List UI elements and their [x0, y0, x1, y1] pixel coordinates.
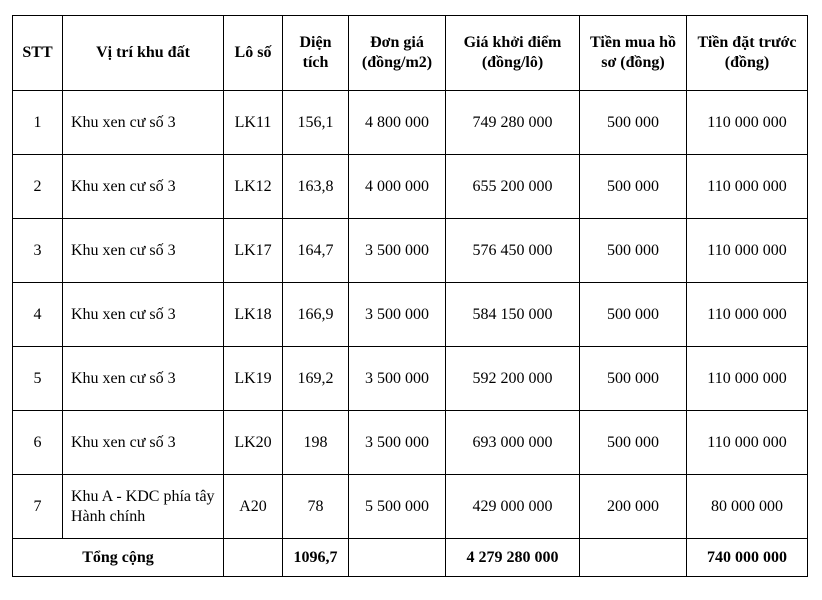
cell-dossier-fee: 500 000 [580, 347, 687, 411]
header-location: Vị trí khu đất [63, 16, 224, 91]
cell-location: Khu xen cư số 3 [63, 219, 224, 283]
land-auction-table [12, 15, 808, 577]
total-row [13, 539, 808, 577]
cell-stt: 1 [13, 91, 63, 155]
cell-lot: LK19 [224, 347, 283, 411]
cell-starting-price: 584 150 000 [446, 283, 580, 347]
header-dossier-fee: Tiền mua hồ sơ (đồng) [580, 16, 687, 91]
cell-stt: 6 [13, 411, 63, 475]
header-unit-price: Đơn giá (đồng/m2) [349, 16, 446, 91]
cell-dossier-fee: 500 000 [580, 155, 687, 219]
cell-starting-price: 592 200 000 [446, 347, 580, 411]
cell-deposit: 80 000 000 [687, 475, 808, 539]
header-row [13, 16, 808, 91]
table-row [13, 475, 808, 539]
cell-starting-price: 576 450 000 [446, 219, 580, 283]
cell-area: 163,8 [283, 155, 349, 219]
total-unit-price-empty [349, 539, 446, 577]
header-starting-price: Giá khởi điểm (đồng/lô) [446, 16, 580, 91]
table-row [13, 91, 808, 155]
cell-lot: LK12 [224, 155, 283, 219]
cell-deposit: 110 000 000 [687, 347, 808, 411]
cell-dossier-fee: 500 000 [580, 219, 687, 283]
cell-area: 78 [283, 475, 349, 539]
cell-deposit: 110 000 000 [687, 155, 808, 219]
cell-starting-price: 429 000 000 [446, 475, 580, 539]
cell-area: 198 [283, 411, 349, 475]
cell-dossier-fee: 500 000 [580, 91, 687, 155]
cell-starting-price: 749 280 000 [446, 91, 580, 155]
total-starting-price: 4 279 280 000 [446, 539, 580, 577]
table-row [13, 155, 808, 219]
cell-deposit: 110 000 000 [687, 219, 808, 283]
cell-unit-price: 3 500 000 [349, 347, 446, 411]
cell-area: 166,9 [283, 283, 349, 347]
cell-dossier-fee: 500 000 [580, 411, 687, 475]
cell-deposit: 110 000 000 [687, 283, 808, 347]
table-row [13, 283, 808, 347]
total-area: 1096,7 [283, 539, 349, 577]
cell-unit-price: 3 500 000 [349, 411, 446, 475]
table-row [13, 219, 808, 283]
cell-unit-price: 3 500 000 [349, 283, 446, 347]
cell-deposit: 110 000 000 [687, 91, 808, 155]
cell-unit-price: 5 500 000 [349, 475, 446, 539]
cell-location: Khu A - KDC phía tây Hành chính [63, 475, 224, 539]
cell-starting-price: 655 200 000 [446, 155, 580, 219]
table-row [13, 411, 808, 475]
cell-area: 169,2 [283, 347, 349, 411]
cell-lot: LK18 [224, 283, 283, 347]
total-lot-empty [224, 539, 283, 577]
cell-area: 156,1 [283, 91, 349, 155]
cell-lot: LK20 [224, 411, 283, 475]
cell-unit-price: 4 000 000 [349, 155, 446, 219]
header-deposit: Tiền đặt trước (đồng) [687, 16, 808, 91]
cell-location: Khu xen cư số 3 [63, 347, 224, 411]
cell-location: Khu xen cư số 3 [63, 91, 224, 155]
header-stt: STT [13, 16, 63, 91]
land-auction-table-container [12, 15, 808, 577]
cell-lot: LK17 [224, 219, 283, 283]
cell-lot: A20 [224, 475, 283, 539]
cell-deposit: 110 000 000 [687, 411, 808, 475]
cell-stt: 7 [13, 475, 63, 539]
cell-dossier-fee: 500 000 [580, 283, 687, 347]
cell-stt: 5 [13, 347, 63, 411]
header-lot: Lô số [224, 16, 283, 91]
cell-dossier-fee: 200 000 [580, 475, 687, 539]
cell-stt: 2 [13, 155, 63, 219]
cell-unit-price: 3 500 000 [349, 219, 446, 283]
cell-location: Khu xen cư số 3 [63, 283, 224, 347]
cell-area: 164,7 [283, 219, 349, 283]
total-label: Tổng cộng [13, 539, 224, 577]
header-area: Diện tích [283, 16, 349, 91]
cell-starting-price: 693 000 000 [446, 411, 580, 475]
cell-unit-price: 4 800 000 [349, 91, 446, 155]
cell-stt: 4 [13, 283, 63, 347]
cell-location: Khu xen cư số 3 [63, 155, 224, 219]
cell-lot: LK11 [224, 91, 283, 155]
total-deposit: 740 000 000 [687, 539, 808, 577]
cell-stt: 3 [13, 219, 63, 283]
table-row [13, 347, 808, 411]
cell-location: Khu xen cư số 3 [63, 411, 224, 475]
total-dossier-fee-empty [580, 539, 687, 577]
